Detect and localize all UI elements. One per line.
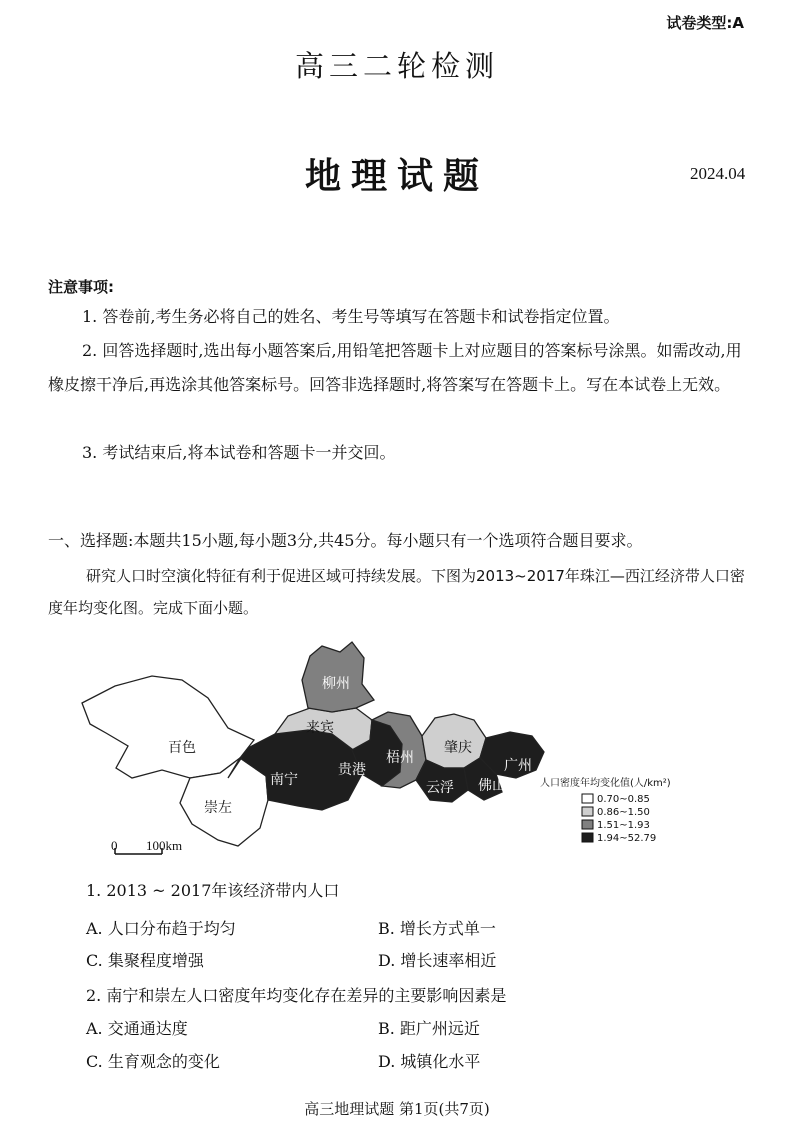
label-yunfu: 云浮 [426, 780, 454, 796]
notice-heading: 注意事项: [48, 278, 114, 296]
legend-label-4: 1.94~52.79 [597, 833, 657, 844]
legend-label-1: 0.70~0.85 [597, 794, 650, 805]
legend-swatch-1 [582, 794, 593, 803]
label-wuzhou: 梧州 [386, 750, 414, 766]
legend-swatch-4 [582, 833, 593, 842]
scale-bar [111, 838, 182, 854]
question-2-option-c: C. 生育观念的变化 [86, 1052, 220, 1071]
question-2-option-a: A. 交通通达度 [86, 1019, 188, 1038]
notice-item-2: 2. 回答选择题时,选出每小题答案后,用铅笔把答题卡上对应题目的答案标号涂黑。如需改动,用橡皮擦干净后,再选涂其他答案标号。回答非选择题时,将答案写在答题卡上。写在本试卷上无效。 [48, 341, 742, 394]
label-chongzuo: 崇左 [204, 800, 232, 816]
section-heading: 一、选择题:本题共15小题,每小题3分,共45分。每小题只有一个选项符合题目要求。 [48, 531, 643, 550]
label-nanning: 南宁 [270, 772, 298, 788]
label-liuzhou: 柳州 [322, 676, 350, 692]
population-density-map [70, 628, 720, 858]
region-baise [82, 676, 254, 778]
paper-type-label: 试卷类型:A [666, 14, 744, 32]
notice-item-1: 1. 答卷前,考生务必将自己的姓名、考生号等填写在答题卡和试卷指定位置。 [82, 307, 620, 326]
scale-label: 100km [146, 838, 183, 853]
section-intro: 研究人口时空演化特征有利于促进区域可持续发展。下图为2013~2017年珠江—西江经济带人口密度年均变化图。完成下面小题。 [48, 567, 745, 617]
label-foshan: 佛山 [478, 778, 506, 794]
notice-item-3: 3. 考试结束后,将本试卷和答题卡一并交回。 [82, 443, 396, 462]
legend-swatch-3 [582, 820, 593, 829]
question-1-option-b: B. 增长方式单一 [378, 919, 496, 938]
question-1-stem: 1. 2013 ~ 2017年该经济带内人口 [86, 881, 340, 900]
label-guigang: 贵港 [338, 762, 366, 778]
map-legend [540, 776, 671, 844]
question-1-option-d: D. 增长速率相近 [378, 951, 497, 970]
label-guangzhou: 广州 [504, 758, 532, 774]
page-footer: 高三地理试题 第1页(共7页) [304, 1100, 490, 1118]
exam-date: 2024.04 [690, 164, 746, 183]
legend-swatch-2 [582, 807, 593, 816]
subject-title: 地理试题 [304, 155, 489, 197]
question-2-option-b: B. 距广州远近 [378, 1019, 480, 1038]
question-1-option-c: C. 集聚程度增强 [86, 951, 204, 970]
label-laibin: 来宾 [306, 720, 334, 736]
question-2-stem: 2. 南宁和崇左人口密度年均变化存在差异的主要影响因素是 [86, 986, 507, 1005]
legend-label-2: 0.86~1.50 [597, 807, 650, 818]
label-baise: 百色 [168, 740, 196, 756]
question-1-option-a: A. 人口分布趋于均匀 [86, 919, 236, 938]
label-zhaoqing: 肇庆 [444, 740, 472, 756]
scale-zero: 0 [111, 838, 118, 853]
question-2-option-d: D. 城镇化水平 [378, 1052, 481, 1071]
legend-title: 人口密度年均变化值(人/km²) [540, 778, 671, 789]
exam-title: 高三二轮检测 [294, 49, 499, 83]
legend-label-3: 1.51~1.93 [597, 820, 650, 831]
